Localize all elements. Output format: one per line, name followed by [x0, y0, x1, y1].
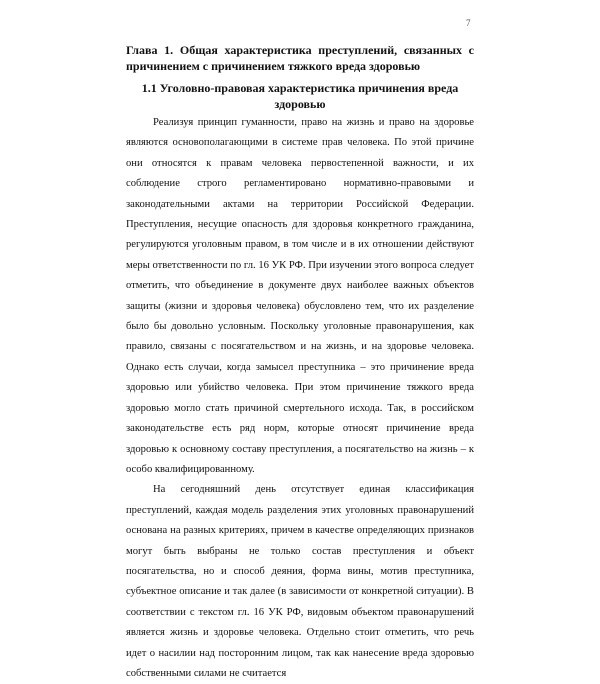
page-number: 7: [466, 18, 471, 28]
section-title: 1.1 Уголовно-правовая характеристика причинения вреда здоровью: [141, 81, 459, 111]
paragraph-2: На сегодняшний день отсутствует единая классификация преступлений, каждая модель разделения этих уголовных правонарушений основана на разных критериях, причем в качестве определяющих признаков могут быть выбраны не только состав преступления и объект посягательства, но и способ деяния, форма вины, мотив преступника, субъектное описание и так далее (в зависимости от конкретной ситуации). В соответствии с текстом гл. 16 УК РФ, видовым объектом правонарушений является жизнь и здоровье человека. Отдельно стоит отметить, что речь идет о насилии над посторонним лицом, так как нанесение вреда здоровью собственными силами не считается: [126, 484, 474, 679]
chapter-title: Глава 1. Общая характеристика преступлений, связанных с причинением с причинением тяжкого вреда здоровью: [126, 43, 474, 73]
body-text: [126, 113, 474, 684]
paragraph-1: Реализуя принцип гуманности, право на жизнь и право на здоровье являются основополагающими в системе прав человека. По этой причине они относятся к правам человека первостепенной важности, и их соблюдение строго регламентировано нормативно-правовыми и законодательными актами на территории Российской Федерации. Преступления, несущие опасность для здоровья конкретного гражданина, регулируются уголовным правом, в том числе и в их отношении действуют меры ответственности по гл. 16 УК РФ. При изучении этого вопроса следует отметить, что объединение в документе двух наиболее важных объектов защиты (жизни и здоровья человека) обусловлено тем, что их разделение было бы довольно условным. Поскольку уголовные правонарушения, как правило, связаны с посягательством и на жизнь, и на здоровье человека. Однако есть случаи, когда замысел преступника – это причинение вреда здоровью или убийство человека. При этом причинение тяжкого вреда здоровью могло стать причиной смертельного исхода. Так, в российском законодательстве есть ряд норм, которые относят причинение вреда здоровью к основному составу преступления, а посягательство на жизнь – к особо квалифицированному.: [126, 117, 474, 475]
